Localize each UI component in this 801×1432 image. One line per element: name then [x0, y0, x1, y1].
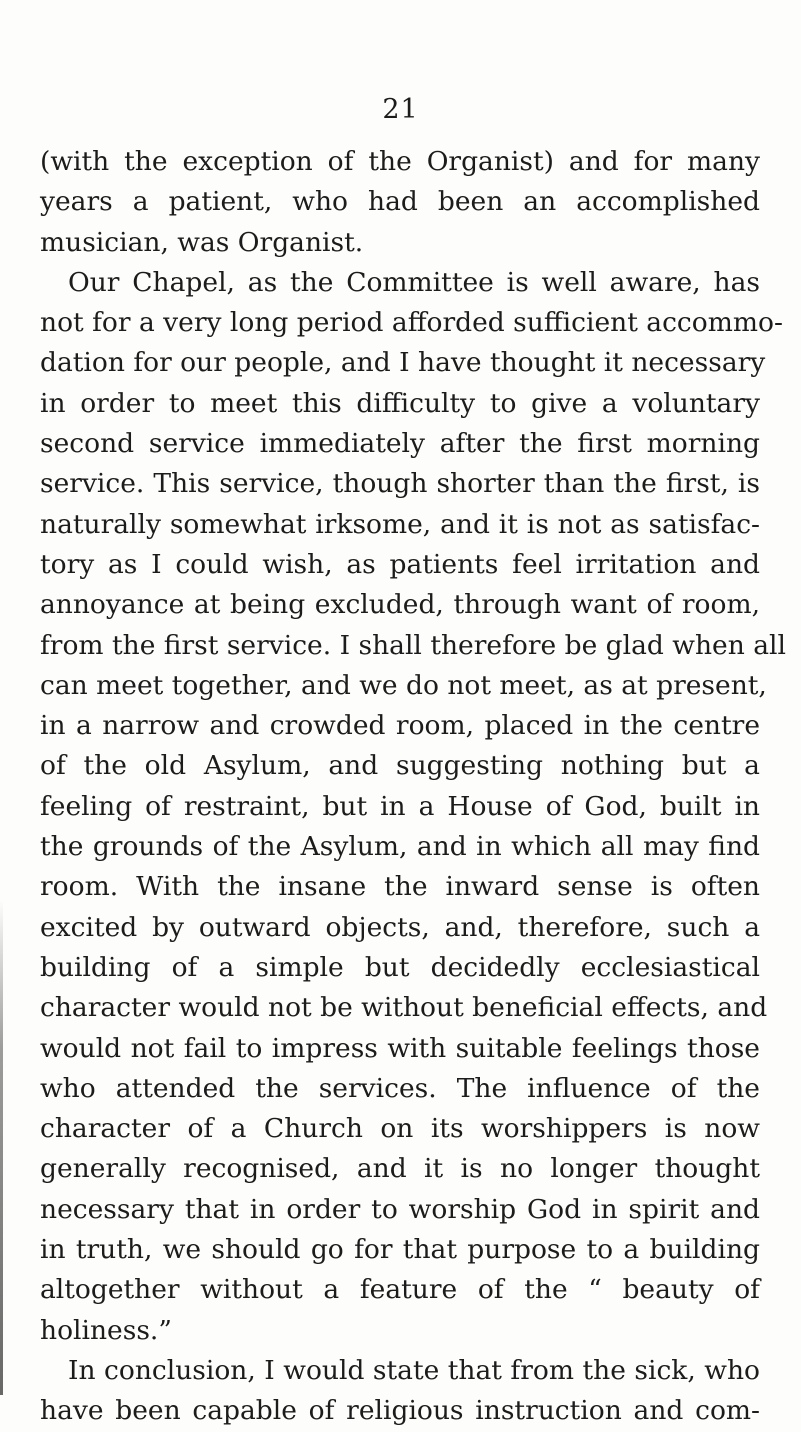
- text-line: years a patient, who had been an accomplished: [40, 186, 760, 218]
- text-line: necessary that in order to worship God in spirit and: [40, 1193, 760, 1225]
- text-line: not for a very long period afforded sufficient accommo-: [40, 307, 783, 339]
- body-text: [40, 142, 786, 1432]
- text-line: from the first service. I shall therefore be glad when all: [40, 629, 786, 661]
- text-line: service. This service, though shorter than the first, is: [40, 468, 760, 500]
- text-line: in a narrow and crowded room, placed in the centre: [40, 710, 760, 742]
- text-line: holiness.”: [40, 1314, 172, 1346]
- text-line: can meet together, and we do not meet, as at present,: [40, 669, 767, 701]
- text-line: of the old Asylum, and suggesting nothing but a: [40, 750, 760, 782]
- text-line: generally recognised, and it is no longer thought: [40, 1153, 760, 1185]
- text-line: the grounds of the Asylum, and in which all may find: [40, 831, 760, 863]
- text-line: would not fail to impress with suitable feelings those: [40, 1032, 760, 1064]
- text-line: building of a simple but decidedly ecclesiastical: [40, 951, 760, 983]
- text-line: who attended the services. The influence of the: [40, 1072, 760, 1104]
- text-line: character of a Church on its worshippers is now: [40, 1113, 760, 1145]
- text-line: annoyance at being excluded, through want of room,: [40, 589, 760, 621]
- text-line: tory as I could wish, as patients feel irritation and: [40, 548, 760, 580]
- text-line: in truth, we should go for that purpose to a building: [40, 1234, 760, 1266]
- page-edge-shadow: [0, 900, 3, 1395]
- text-line: room. With the insane the inward sense is often: [40, 871, 760, 903]
- page-number: 21: [382, 94, 419, 125]
- text-line: musician, was Organist.: [40, 226, 364, 258]
- text-line: feeling of restraint, but in a House of God, built in: [40, 790, 760, 822]
- text-line: character would not be without beneficial effects, and: [40, 992, 768, 1024]
- text-line: Our Chapel, as the Committee is well aware, has: [68, 266, 760, 298]
- text-line: in order to meet this difficulty to give a voluntary: [40, 387, 760, 419]
- text-line: second service immediately after the first morning: [40, 428, 760, 460]
- text-line: altogether without a feature of the “ beauty of: [40, 1274, 760, 1306]
- text-line: excited by outward objects, and, therefore, such a: [40, 911, 760, 943]
- text-line: have been capable of religious instruction and com-: [40, 1395, 760, 1427]
- text-line: naturally somewhat irksome, and it is not as satisfac-: [40, 508, 760, 540]
- text-line: dation for our people, and I have thought it necessary: [40, 347, 766, 379]
- text-line: In conclusion, I would state that from the sick, who: [68, 1354, 760, 1386]
- text-line: (with the exception of the Organist) and for many: [40, 146, 760, 177]
